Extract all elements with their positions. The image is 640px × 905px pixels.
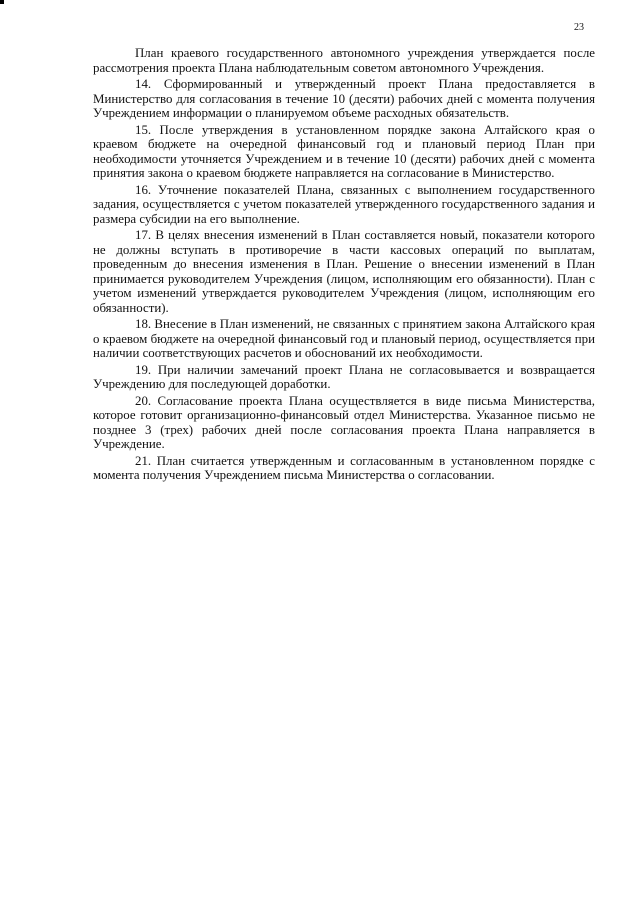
paragraph-15: 15. После утверждения в установленном порядке закона Алтайского края о краевом бюджете на очередной финансовый год и плановый период План при необходимости уточняется Учреждением и в течение 10 (десяти) рабочих дней с момента принятия закона о краевом бюджете направляется на согласование в Министерство. [93, 122, 595, 180]
document-body [93, 46, 595, 485]
paragraph-20: 20. Согласование проекта Плана осуществляется в виде письма Министерства, которое готовит организационно-финансовый отдел Министерства. Указанное письмо не позднее 3 (трех) рабочих дней после согласования проекта Плана направляется в Учреждение. [93, 393, 595, 451]
paragraph-17: 17. В целях внесения изменений в План составляется новый, показатели которого не должны вступать в противоречие в части кассовых операций по выплатам, проведенным до внесения изменения в План. Решение о внесении изменений в План принимается руководителем Учреждения (лицом, исполняющим его обязанности). План с учетом изменений утверждается руководителем Учреждения (лицом, исполняющим его обязанности). [93, 228, 595, 315]
paragraph-21: 21. План считается утвержденным и согласованным в установленном порядке с момента получения Учреждением письма Министерства о согласовании. [93, 453, 595, 482]
paragraph-19: 19. При наличии замечаний проект Плана не согласовывается и возвращается Учреждению для последующей доработки. [93, 362, 595, 391]
paragraph-16: 16. Уточнение показателей Плана, связанных с выполнением государственного задания, осуществляется с учетом показателей утвержденного государственного задания и размера субсидии на его выполнение. [93, 182, 595, 226]
scan-corner-mark [0, 0, 4, 4]
paragraph-plan-approval: План краевого государственного автономного учреждения утверждается после рассмотрения проекта Плана наблюдательным советом автономного Учреждения. [93, 46, 595, 75]
paragraph-18: 18. Внесение в План изменений, не связанных с принятием закона Алтайского края о краевом бюджете на очередной финансовый год и плановый период, осуществляется при наличии соответствующих расчетов и обоснований их необходимости. [93, 317, 595, 360]
paragraph-14: 14. Сформированный и утвержденный проект Плана предоставляется в Министерство для согласования в течение 10 (десяти) рабочих дней с момента получения Учреждением информации о планируемом объеме расходных обязательств. [93, 77, 595, 120]
page-number: 23 [574, 22, 584, 33]
